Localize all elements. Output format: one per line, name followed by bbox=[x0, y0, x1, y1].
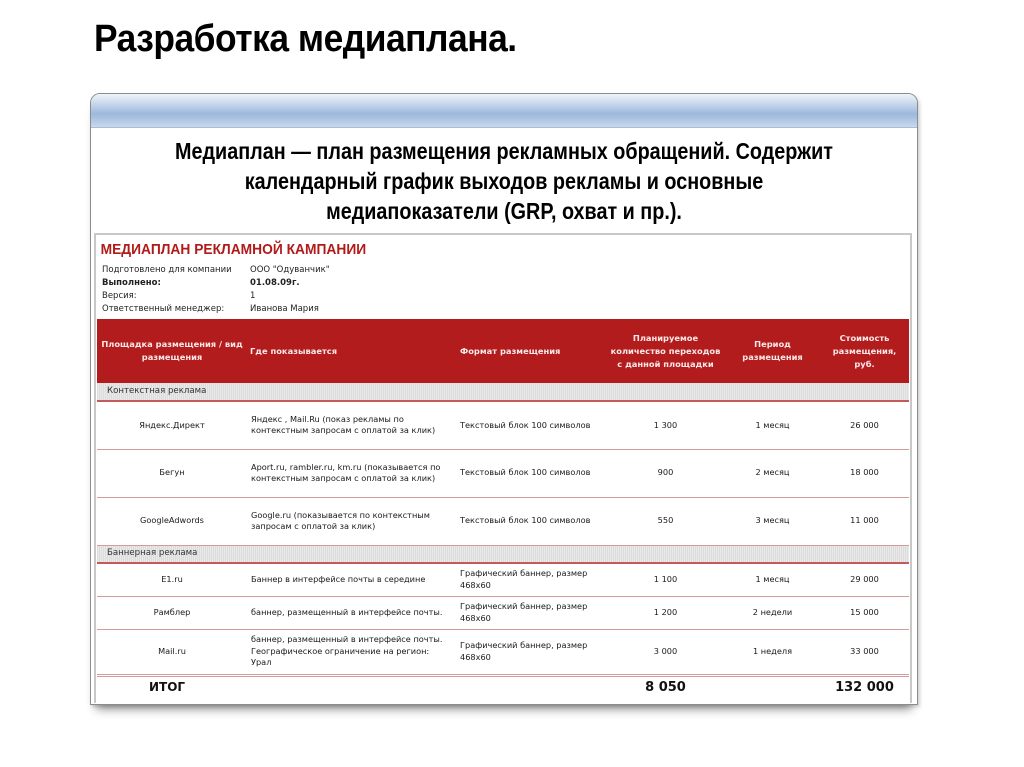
column-header-period: Период размещения bbox=[725, 319, 820, 383]
cell-platform: Яндекс.Директ bbox=[97, 401, 247, 449]
cell-clicks: 1 200 bbox=[606, 596, 725, 629]
cell-period: 1 неделя bbox=[725, 629, 820, 675]
column-header-where: Где показывается bbox=[247, 319, 454, 383]
cell-period: 2 недели bbox=[725, 596, 820, 629]
section-label: Баннерная реклама bbox=[97, 545, 909, 563]
meta-value: 1 bbox=[250, 291, 256, 301]
cell-clicks: 900 bbox=[606, 449, 725, 497]
cell-format: Текстовый блок 100 символов bbox=[454, 401, 606, 449]
window-frame bbox=[90, 93, 918, 705]
cell-cost: 26 000 bbox=[820, 401, 909, 449]
meta-label: Ответственный менеджер: bbox=[102, 304, 225, 314]
cell-platform: Mail.ru bbox=[97, 629, 247, 675]
column-header-format: Формат размещения bbox=[454, 319, 606, 383]
slide-title: Разработка медиаплана. bbox=[94, 18, 517, 60]
table-row bbox=[97, 449, 909, 497]
cell-format: Текстовый блок 100 символов bbox=[454, 497, 606, 545]
section-label: Контекстная реклама bbox=[97, 383, 909, 401]
cell-clicks: 1 300 bbox=[606, 401, 725, 449]
meta-label: Выполнено: bbox=[102, 278, 161, 288]
column-header-clicks: Планируемое количество переходов с данной площадки bbox=[606, 319, 725, 383]
table-row bbox=[97, 563, 909, 596]
cell-format: Графический баннер, размер 468х60 bbox=[454, 563, 606, 596]
mediaplan-sheet bbox=[94, 233, 912, 703]
meta-value: Иванова Мария bbox=[250, 304, 319, 314]
meta-label: Версия: bbox=[102, 291, 137, 301]
table-row bbox=[97, 497, 909, 545]
cell-where: баннер, размещенный в интерфейсе почты. bbox=[247, 596, 454, 629]
column-header-platform: Площадка размещения / вид размещения bbox=[97, 319, 247, 383]
cell-period: 2 месяц bbox=[725, 449, 820, 497]
cell-platform: Рамблер bbox=[97, 596, 247, 629]
meta-value: 01.08.09г. bbox=[250, 278, 300, 288]
table-row bbox=[97, 596, 909, 629]
cell-where: Aport.ru, rambler.ru, km.ru (показывается по контекстным запросам с оплатой за клик) bbox=[247, 449, 454, 497]
cell-period: 3 месяц bbox=[725, 497, 820, 545]
meta-row-done bbox=[102, 277, 910, 290]
cell-period: 1 месяц bbox=[725, 401, 820, 449]
description-line: календарный график выходов рекламы и основные bbox=[244, 168, 764, 194]
sheet-title: МЕДИАПЛАН РЕКЛАМНОЙ КАМПАНИИ bbox=[100, 241, 367, 258]
cell-where: Яндекс , Mail.Ru (показ рекламы по контекстным запросам с оплатой за клик) bbox=[247, 401, 454, 449]
cell-where: Google.ru (показывается по контекстным запросам с оплатой за клик) bbox=[247, 497, 454, 545]
cell-cost: 33 000 bbox=[820, 629, 909, 675]
section-row-banner bbox=[97, 545, 909, 563]
cell-cost: 18 000 bbox=[820, 449, 909, 497]
meta-label: Подготовлено для компании bbox=[102, 265, 232, 275]
cell-format: Графический баннер, размер 468х60 bbox=[454, 629, 606, 675]
meta-value: ООО "Одуванчик" bbox=[250, 265, 330, 275]
cell-where: Баннер в интерфейсе почты в середине bbox=[247, 563, 454, 596]
cell-clicks: 3 000 bbox=[606, 629, 725, 675]
cell-clicks: 550 bbox=[606, 497, 725, 545]
total-clicks: 8 050 bbox=[606, 675, 725, 699]
description-line: медиапоказатели (GRP, охват и пр.). bbox=[326, 198, 682, 224]
cell-clicks: 1 100 bbox=[606, 563, 725, 596]
column-header-cost: Стоимость размещения, руб. bbox=[820, 319, 909, 383]
mediaplan-table bbox=[97, 319, 909, 699]
cell-platform: GoogleAdwords bbox=[97, 497, 247, 545]
cell-where: баннер, размещенный в интерфейсе почты. Географическое ограничение на регион: Урал bbox=[247, 629, 454, 675]
total-cost: 132 000 bbox=[820, 675, 909, 699]
meta-row-version bbox=[102, 290, 910, 303]
cell-format: Текстовый блок 100 символов bbox=[454, 449, 606, 497]
meta-row-company bbox=[102, 264, 910, 277]
cell-cost: 11 000 bbox=[820, 497, 909, 545]
total-label: ИТОГ bbox=[97, 675, 247, 699]
table-header-row bbox=[97, 319, 909, 383]
meta-block bbox=[96, 264, 910, 316]
table-row bbox=[97, 629, 909, 675]
meta-row-manager bbox=[102, 303, 910, 316]
description-line: Медиаплан — план размещения рекламных обращений. Содержит bbox=[175, 138, 833, 164]
cell-cost: 29 000 bbox=[820, 563, 909, 596]
total-row bbox=[97, 675, 909, 699]
cell-platform: E1.ru bbox=[97, 563, 247, 596]
cell-format: Графический баннер, размер 468х60 bbox=[454, 596, 606, 629]
section-row-context bbox=[97, 383, 909, 401]
window-title-bar bbox=[91, 94, 917, 128]
table-row bbox=[97, 401, 909, 449]
description bbox=[149, 136, 859, 226]
cell-period: 1 месяц bbox=[725, 563, 820, 596]
cell-cost: 15 000 bbox=[820, 596, 909, 629]
cell-platform: Бегун bbox=[97, 449, 247, 497]
